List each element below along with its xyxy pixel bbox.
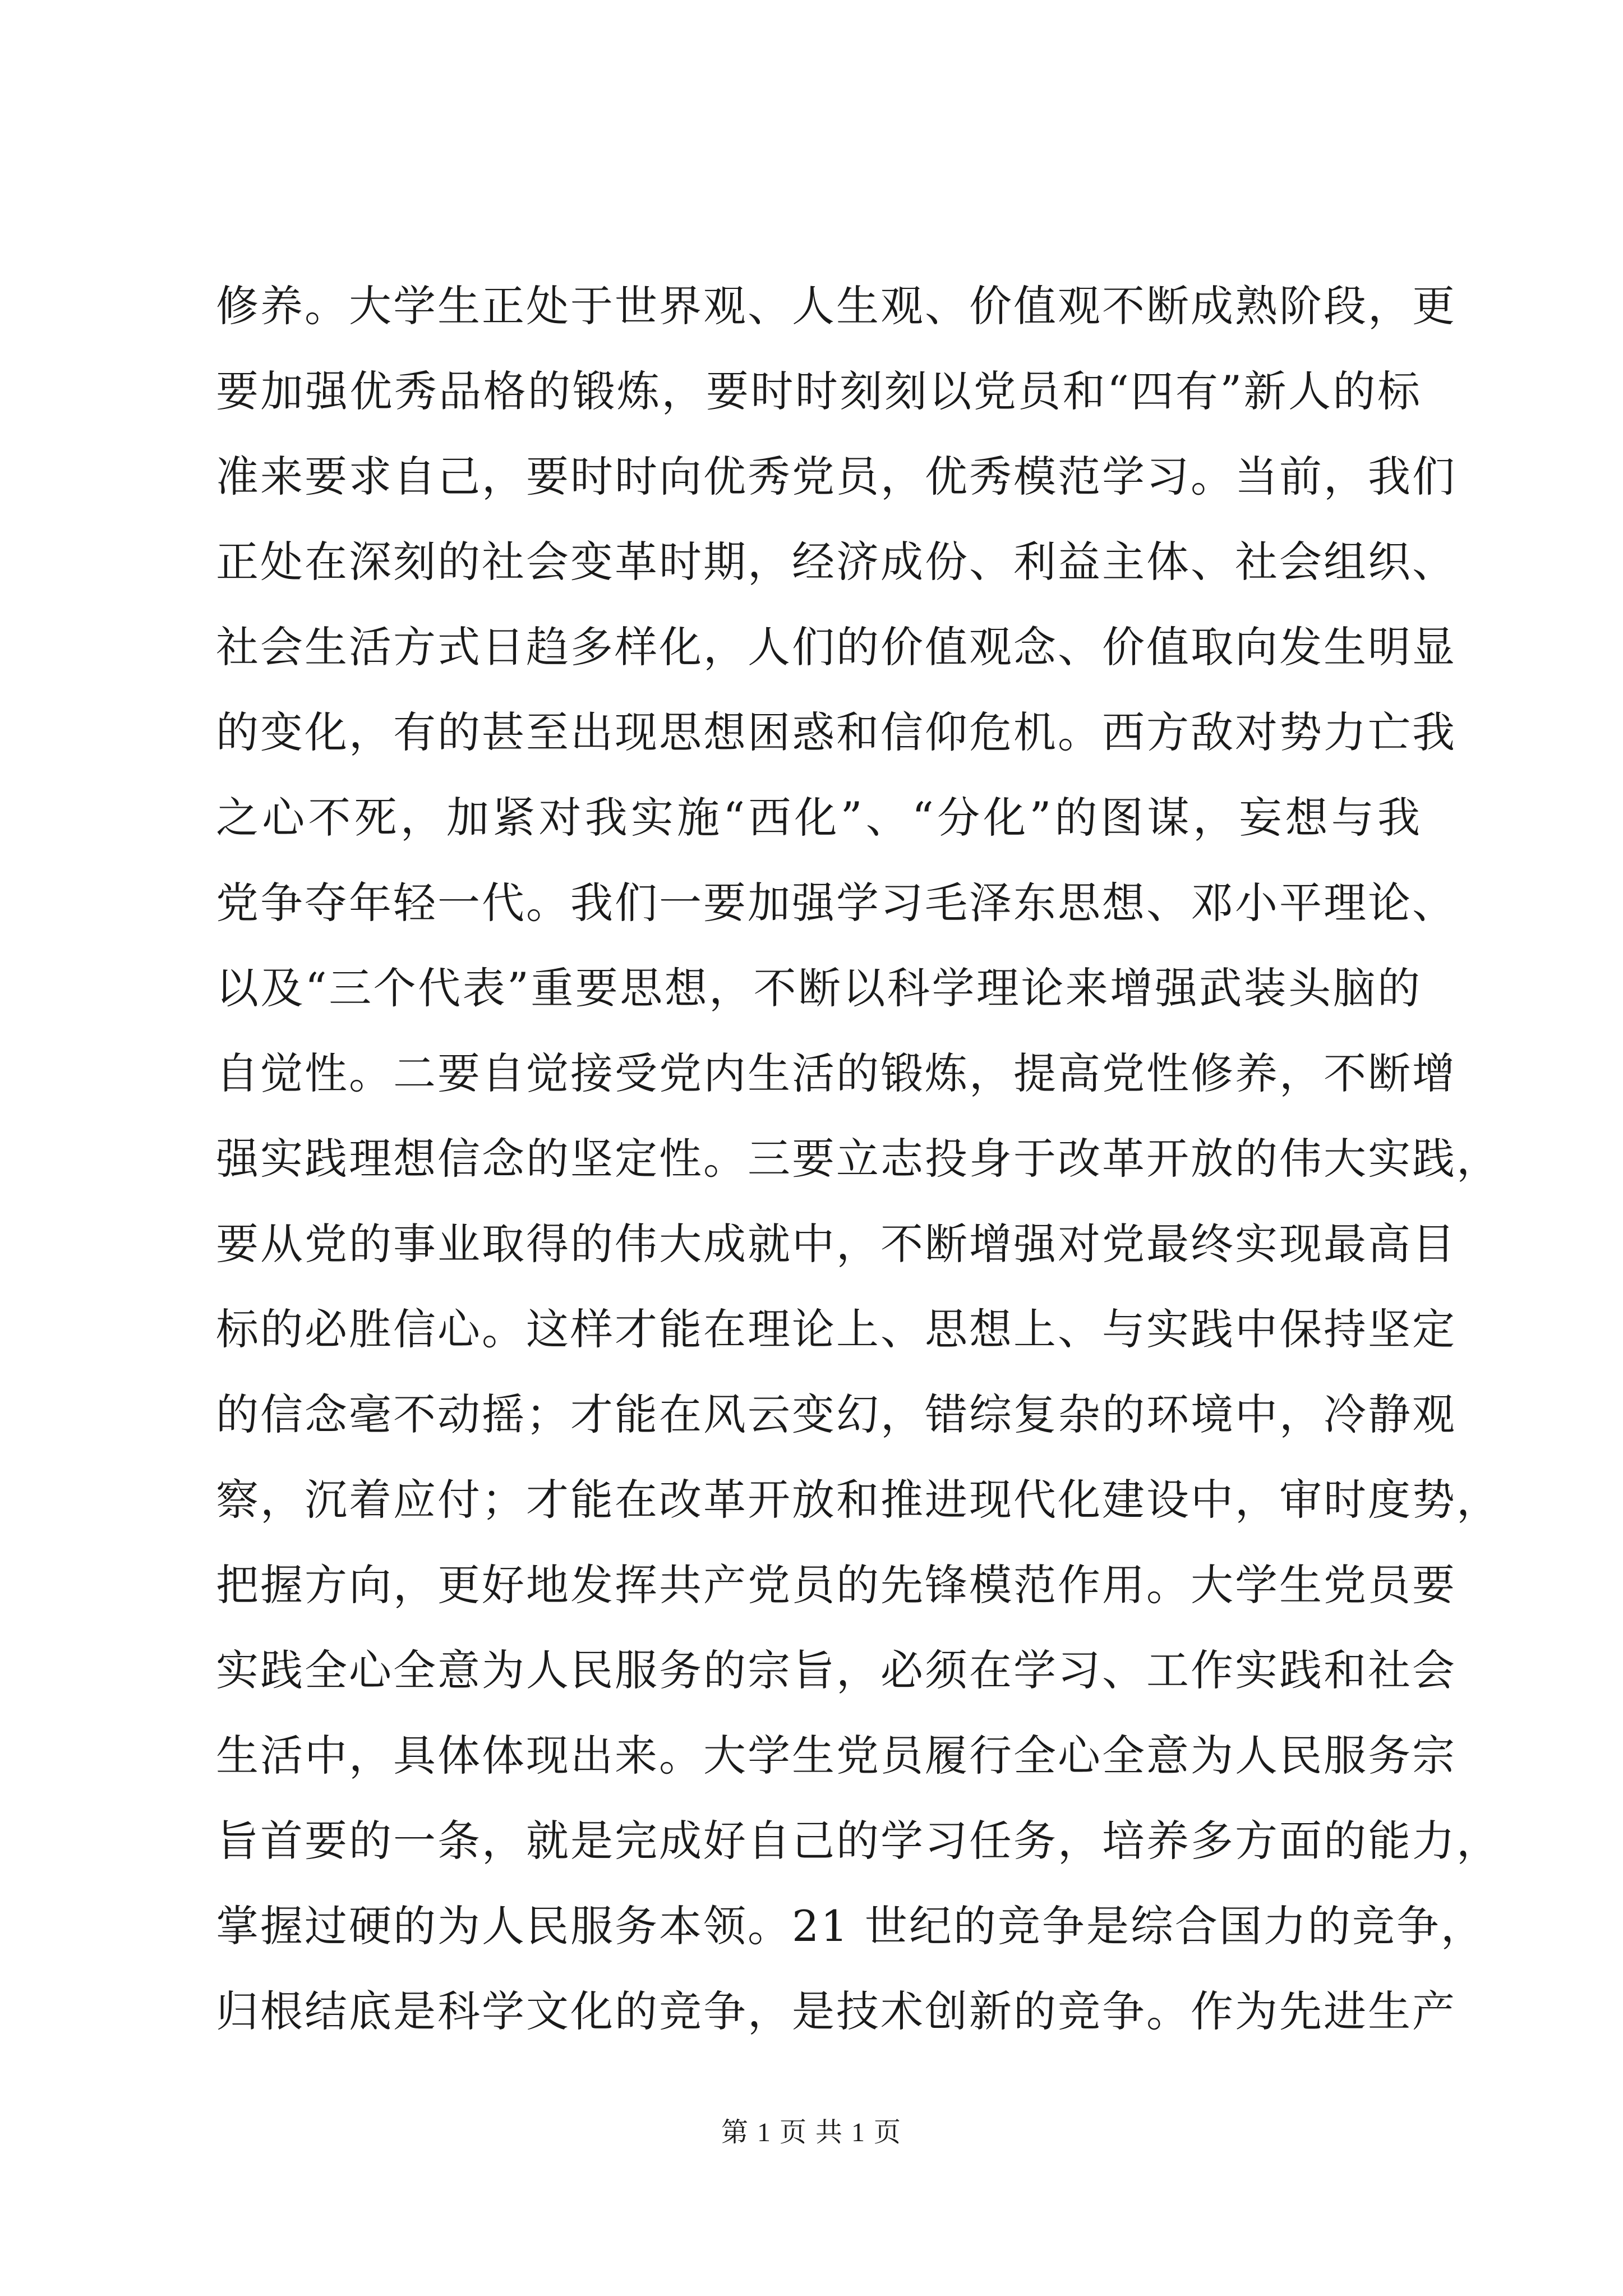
- body-text: [216, 264, 1501, 2054]
- text-line: 旨首要的一条，就是完成好自己的学习任务，培养多方面的能力，: [216, 1816, 1501, 1866]
- text-line: 自觉性。二要自觉接受党内生活的锻炼，提高党性修养，不断增: [216, 1048, 1456, 1098]
- text-line: 强实践理想信念的坚定性。三要立志投身于改革开放的伟大实践，: [216, 1134, 1501, 1184]
- text-line: 的变化，有的甚至出现思想困惑和信仰危机。西方敌对势力亡我: [216, 707, 1456, 757]
- text-line: 生活中，具体体现出来。大学生党员履行全心全意为人民服务宗: [216, 1731, 1456, 1780]
- text-line: 准来要求自己，要时时向优秀党员，优秀模范学习。当前，我们: [216, 452, 1456, 501]
- text-line: 归根结底是科学文化的竞争，是技术创新的竞争。作为先进生产: [216, 1986, 1456, 2036]
- text-line: 之心不死，加紧对我实施“西化”、“分化”的图谋，妄想与我: [216, 793, 1422, 843]
- text-line: 察，沉着应付；才能在改革开放和推进现代化建设中，审时度势，: [216, 1475, 1501, 1525]
- text-line: 实践全心全意为人民服务的宗旨，必须在学习、工作实践和社会: [216, 1645, 1456, 1695]
- text-line: 以及“三个代表”重要思想，不断以科学理论来增强武装头脑的: [216, 963, 1422, 1013]
- page-footer: 第 1 页 共 1 页: [721, 2118, 902, 2147]
- text-line: 要加强优秀品格的锻炼，要时时刻刻以党员和“四有”新人的标: [216, 366, 1422, 416]
- text-line: 社会生活方式日趋多样化，人们的价值观念、价值取向发生明显: [216, 622, 1456, 672]
- text-line: 掌握过硬的为人民服务本领。21 世纪的竞争是综合国力的竞争，: [216, 1901, 1485, 1951]
- text-line: 的信念毫不动摇；才能在风云变幻，错综复杂的环境中，冷静观: [216, 1389, 1456, 1439]
- text-line: 修养。大学生正处于世界观、人生观、价值观不断成熟阶段，更: [216, 281, 1456, 331]
- text-line: 标的必胜信心。这样才能在理论上、思想上、与实践中保持坚定: [216, 1304, 1456, 1354]
- text-line: 要从党的事业取得的伟大成就中，不断增强对党最终实现最高目: [216, 1219, 1456, 1269]
- text-line: 把握方向，更好地发挥共产党员的先锋模范作用。大学生党员要: [216, 1560, 1456, 1610]
- text-line: 正处在深刻的社会变革时期，经济成份、利益主体、社会组织、: [216, 537, 1456, 587]
- text-line: 党争夺年轻一代。我们一要加强学习毛泽东思想、邓小平理论、: [216, 878, 1456, 928]
